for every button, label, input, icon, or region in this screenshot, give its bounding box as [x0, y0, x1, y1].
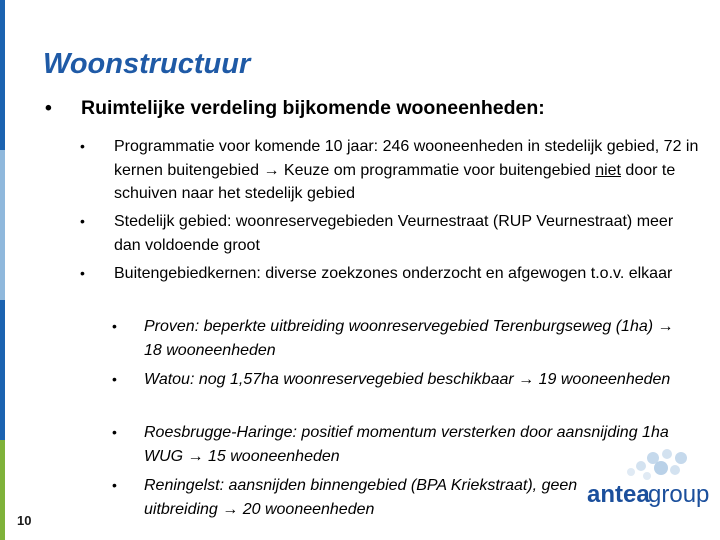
bullet-marker: • [112, 424, 117, 440]
bullet-marker: • [45, 97, 52, 119]
underlined-word: niet [595, 161, 621, 179]
bullet-marker: • [112, 371, 117, 387]
item-text: Buitengebiedkernen: diverse zoekzones onderzocht en afgewogen t.o.v. elkaar [114, 265, 673, 282]
item-text: Stedelijk gebied: woonreservegebieden Veurnestraat (RUP Veurnestraat) meer dan voldoende groot [114, 213, 674, 254]
slide-title: Woonstructuur [43, 48, 251, 80]
antea-dots-icon [627, 449, 687, 480]
bullet-marker: • [80, 138, 85, 154]
bullet-marker: • [80, 213, 85, 229]
sidebar-segment-green [0, 440, 5, 540]
logo-text-group: group [648, 481, 710, 508]
sidebar-segment-blue-2 [0, 300, 5, 440]
logo-text-antea: antea [587, 481, 650, 508]
subitem-text: Roesbrugge-Haringe: positief momentum versterken door aansnijding 1ha WUG → 15 wooneenheden [144, 424, 669, 465]
sidebar-segment-lightblue [0, 150, 5, 300]
sidebar-segment-blue [0, 0, 5, 150]
heading-text: Ruimtelijke verdeling bijkomende wooneenheden: [81, 97, 545, 119]
subitem-text: Watou: nog 1,57ha woonreservegebied beschikbaar → 19 wooneenheden [144, 371, 671, 388]
page-number: 10 [17, 513, 32, 528]
sidebar-accent-bar [0, 0, 5, 540]
item-text: Programmatie voor komende 10 jaar: 246 wooneenheden in stedelijk gebied, 72 in kernen buitengebied → Keuze om programmatie voor buitengebied niet door te schuiven naar het stedelijk gebied [114, 138, 699, 202]
bullet-marker: • [80, 265, 85, 281]
bullet-marker: • [112, 477, 117, 493]
subitem-text: Proven: beperkte uitbreiding woonreservegebied Terenburgseweg (1ha) → 18 wooneenheden [144, 318, 674, 359]
antea-group-logo [585, 446, 715, 518]
bullet-marker: • [112, 318, 117, 334]
subitem-text: Reningelst: aansnijden binnengebied (BPA Kriekstraat), geen uitbreiding → 20 wooneenheden [144, 477, 578, 518]
